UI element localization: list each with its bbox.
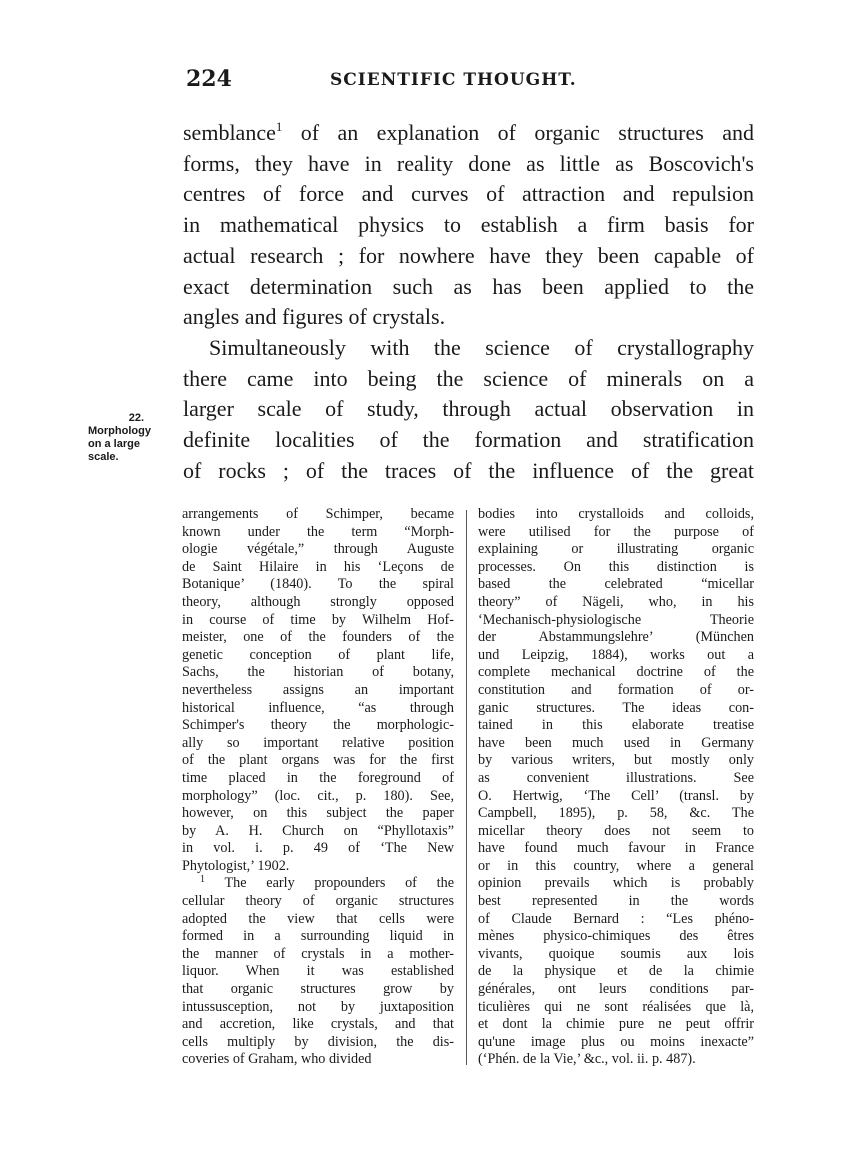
footnote-line: ‘Mechanisch-physiologische Theorie	[478, 611, 754, 628]
footnote-line: cells multiply by division, the dis-	[182, 1033, 454, 1050]
column-divider	[466, 510, 467, 1065]
footnote-line: O. Hertwig, ‘The Cell’ (transl. by	[478, 787, 754, 804]
footnote-line: known under the term “Morph-	[182, 523, 454, 540]
margin-note-line: scale.	[88, 451, 119, 463]
text-line: in mathematical physics to establish a firm basis for	[183, 212, 754, 238]
footnote-line: opinion prevails which is probably	[478, 875, 754, 892]
footnote-line: adopted the view that cells were	[182, 910, 454, 927]
footnote-line: ticulières qui ne sont réalisées que là,	[478, 998, 754, 1015]
footnote-line: und Leipzig, 1884), works out a	[478, 646, 754, 663]
margin-note-line: on a large	[88, 438, 140, 450]
footnote-line: theory, although strongly opposed	[182, 593, 454, 610]
footnote-line: arrangements of Schimper, became	[182, 506, 454, 522]
page-number: 224	[186, 66, 232, 92]
footnote-line: cellular theory of organic structures	[182, 893, 454, 910]
footnote-line: Phytologist,’ 1902.	[182, 857, 290, 874]
footnote-line: time placed in the foreground of	[182, 769, 454, 786]
footnote-line: Campbell, 1895), p. 58, &c. The	[478, 805, 754, 822]
footnote-line: Sachs, the historian of botany,	[182, 664, 454, 681]
footnote-line: Schimper's theory the morphologic-	[182, 717, 454, 734]
footnote-line: ganic structures. The ideas con-	[478, 699, 754, 716]
margin-note-number: 22.	[128, 412, 144, 424]
footnote-line: genetic conception of plant life,	[182, 646, 454, 663]
footnote-line: and accretion, like crystals, and that	[182, 1016, 454, 1033]
footnote-line: based the celebrated “micellar	[478, 576, 754, 593]
margin-note	[88, 412, 178, 464]
footnote-reference: 1	[275, 119, 283, 134]
footnote-line: explaining or illustrating organic	[478, 541, 754, 558]
footnote-line: vivants, quoique soumis aux lois	[478, 945, 754, 962]
footnote-line: intussusception, not by juxtaposition	[182, 998, 454, 1015]
text-line: semblance$^1$ of an explanation of organic structures and	[183, 119, 754, 145]
text-line: centres of force and curves of attraction and repulsion	[183, 181, 754, 207]
footnote-line: that organic structures grow by	[182, 981, 454, 998]
footnote-line: historical influence, “as through	[182, 699, 454, 716]
footnote-line: mènes physico-chimiques des êtres	[478, 928, 754, 945]
footnote-line: coveries of Graham, who divided	[182, 1051, 372, 1068]
footnote-marker: 1	[200, 874, 205, 886]
footnote-line: formed in a surrounding liquid in	[182, 928, 454, 945]
footnote-line: processes. On this distinction is	[478, 558, 754, 575]
footnote-line: ally so important relative position	[182, 734, 454, 751]
text-line: angles and figures of crystals.	[183, 304, 446, 330]
text-line: Simultaneously with the science of crystallography	[209, 334, 754, 360]
footnote-line: (‘Phén. de la Vie,’ &c., vol. ii. p. 487).	[478, 1051, 696, 1068]
footnote-line: et dont la chimie pure ne peut offrir	[478, 1016, 754, 1033]
footnote-line: nevertheless assigns an important	[182, 681, 454, 698]
footnote-line: in course of time by Wilhelm Hof-	[182, 611, 454, 628]
margin-note-line: Morphology	[88, 425, 151, 437]
footnote-line: best represented in the words	[478, 893, 754, 910]
footnote-column-left	[182, 506, 454, 1069]
footnote-line: de Saint Hilaire in his ‘Leçons de	[182, 558, 454, 575]
footnote-line: micellar theory does not seem to	[478, 822, 754, 839]
footnote-line: or in this country, where a general	[478, 857, 754, 874]
footnote-line: tained in this elaborate treatise	[478, 717, 754, 734]
footnote-line: of Claude Bernard : “Les phéno-	[478, 910, 754, 927]
text-line: definite localities of the formation and stratification	[183, 427, 754, 453]
text-line: there came into being the science of minerals on a	[183, 365, 754, 391]
footnote-line: constitution and formation of or-	[478, 681, 754, 698]
text-line: larger scale of study, through actual observation in	[183, 396, 754, 422]
footnote-line: as convenient illustrations. See	[478, 769, 754, 786]
footnote-line: liquor. When it was established	[182, 963, 454, 980]
text-line: exact determination such as has been applied to the	[183, 273, 754, 299]
footnote-line: générales, ont leurs conditions par-	[478, 981, 754, 998]
footnote-line: however, on this subject the paper	[182, 805, 454, 822]
text-line: forms, they have in reality done as little as Boscovich's	[183, 150, 754, 176]
running-title: SCIENTIFIC THOUGHT.	[330, 70, 577, 90]
footnote-line: qu'une image plus ou moins inexacte”	[478, 1033, 754, 1050]
footnote-line: $^1$ The early propounders of the	[200, 874, 454, 892]
footnote-line: complete mechanical doctrine of the	[478, 664, 754, 681]
footnote-line: theory” of Nägeli, who, in his	[478, 593, 754, 610]
footnotes	[182, 506, 756, 1076]
text-line: of rocks ; of the traces of the influence of the great	[183, 457, 754, 483]
body-text	[183, 118, 754, 486]
footnote-line: in vol. i. p. 49 of ‘The New	[182, 840, 454, 857]
footnote-line: meister, one of the founders of the	[182, 629, 454, 646]
footnote-line: ologie végétale,” through Auguste	[182, 541, 454, 558]
footnote-line: de la physique et de la chimie	[478, 963, 754, 980]
footnote-line: by various writers, but mostly only	[478, 752, 754, 769]
footnote-line: Botanique’ (1840). To the spiral	[182, 576, 454, 593]
footnote-line: bodies into crystalloids and colloids,	[478, 506, 754, 522]
footnote-line: were utilised for the purpose of	[478, 523, 754, 540]
footnote-line: by A. H. Church on “Phyllotaxis”	[182, 822, 454, 839]
footnote-column-right	[478, 506, 754, 1069]
footnote-line: morphology” (loc. cit., p. 180). See,	[182, 787, 454, 804]
footnote-line: der Abstammungslehre’ (München	[478, 629, 754, 646]
footnote-line: the manner of crystals in a mother-	[182, 945, 454, 962]
footnote-line: of the plant organs was for the first	[182, 752, 454, 769]
text-line: actual research ; for nowhere have they been capable of	[183, 242, 754, 268]
footnote-line: have been much used in Germany	[478, 734, 754, 751]
footnote-line: have found much favour in France	[478, 840, 754, 857]
